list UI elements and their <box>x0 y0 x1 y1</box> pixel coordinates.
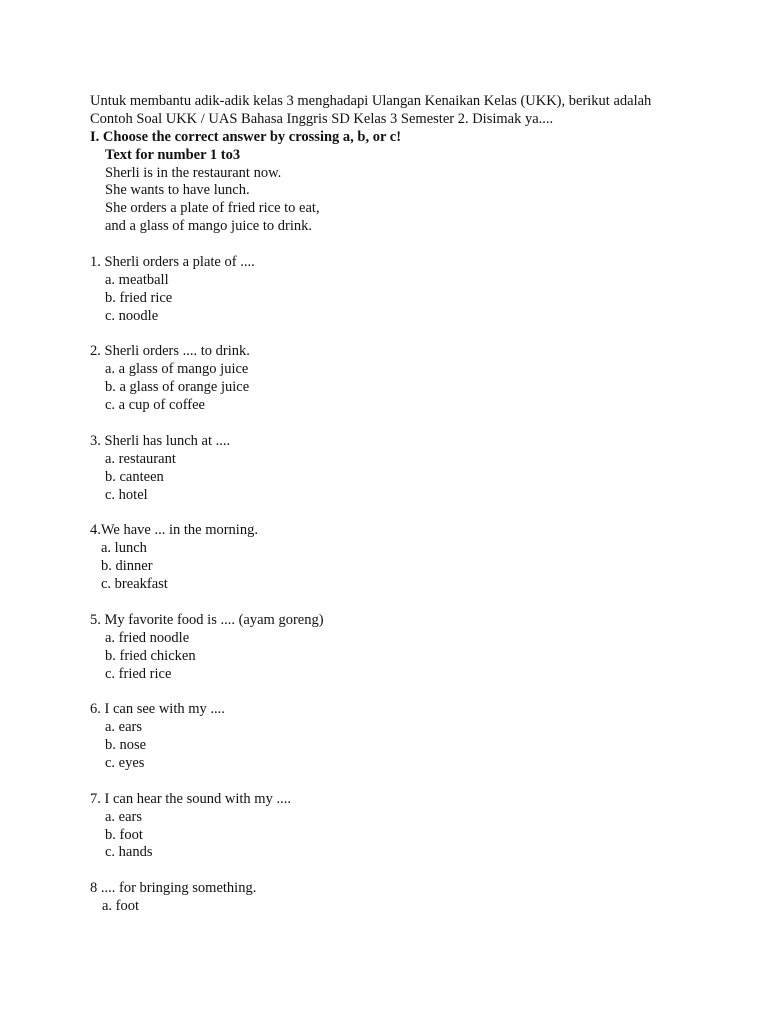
option: b. canteen <box>105 468 164 485</box>
intro-line-2: Contoh Soal UKK / UAS Bahasa Inggris SD Kelas 3 Semester 2. Disimak ya.... <box>90 110 554 127</box>
text-line: She wants to have lunch. <box>105 182 250 199</box>
option: c. fried rice <box>105 665 172 682</box>
question-1: 1. Sherli orders a plate of .... <box>90 254 255 271</box>
option: c. breakfast <box>101 576 168 593</box>
option: a. restaurant <box>105 450 176 467</box>
spacer <box>90 683 750 701</box>
spacer <box>90 862 750 880</box>
option: b. a glass of orange juice <box>105 379 250 396</box>
text-title: Text for number 1 to3 <box>105 146 241 163</box>
option: b. fried chicken <box>105 647 196 664</box>
option: c. noodle <box>105 307 159 324</box>
option: a. a glass of mango juice <box>105 361 249 378</box>
spacer <box>90 326 750 344</box>
option: b. fried rice <box>105 289 173 306</box>
text-line: Sherli is in the restaurant now. <box>105 164 282 181</box>
document-page <box>90 93 750 916</box>
question-7: 7. I can hear the sound with my .... <box>90 790 291 807</box>
option: c. hands <box>105 844 153 861</box>
option: c. hotel <box>105 486 148 503</box>
spacer <box>90 773 750 791</box>
question-2: 2. Sherli orders .... to drink. <box>90 343 250 360</box>
question-3: 3. Sherli has lunch at .... <box>90 432 231 449</box>
option: a. foot <box>102 898 140 915</box>
intro-line-1: Untuk membantu adik-adik kelas 3 menghadapi Ulangan Kenaikan Kelas (UKK), berikut adalah <box>90 93 652 109</box>
option: b. dinner <box>101 558 153 575</box>
question-5: 5. My favorite food is .... (ayam goreng) <box>90 611 324 628</box>
section-heading: I. Choose the correct answer by crossing a, b, or c! <box>90 128 402 145</box>
question-8: 8 .... for bringing something. <box>90 880 257 897</box>
question-6: 6. I can see with my .... <box>90 701 225 718</box>
option: a. ears <box>105 808 143 825</box>
option: a. ears <box>105 719 143 736</box>
option: a. fried noodle <box>105 629 190 646</box>
spacer <box>90 236 750 254</box>
option: c. a cup of coffee <box>105 397 205 414</box>
text-line: She orders a plate of fried rice to eat, <box>105 200 320 217</box>
spacer <box>90 504 750 522</box>
text-line: and a glass of mango juice to drink. <box>105 218 312 235</box>
option: b. nose <box>105 737 147 754</box>
option: a. lunch <box>101 540 147 557</box>
option: b. foot <box>105 826 143 843</box>
option: a. meatball <box>105 271 169 288</box>
spacer <box>90 415 750 433</box>
question-4: 4.We have ... in the morning. <box>90 522 258 539</box>
spacer <box>90 594 750 612</box>
option: c. eyes <box>105 754 145 771</box>
